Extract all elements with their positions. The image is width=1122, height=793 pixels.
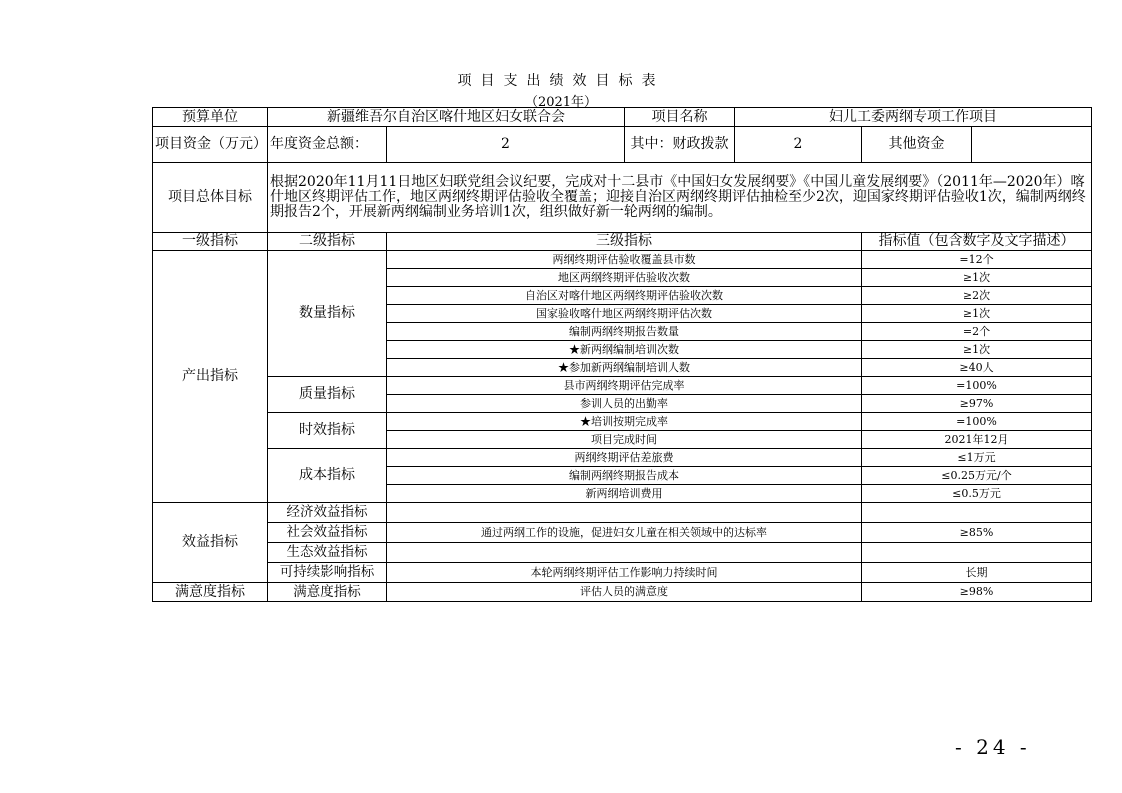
indicator-value: ≥85%	[862, 523, 1092, 543]
indicator-value: ≥40人	[862, 359, 1092, 377]
indicator-value: ≥1次	[862, 305, 1092, 323]
timeliness-label: 时效指标	[268, 413, 387, 449]
project-name-value: 妇儿工委两纲专项工作项目	[735, 108, 1092, 127]
indicator-name: 评估人员的满意度	[387, 583, 862, 602]
col-level2: 二级指标	[268, 233, 387, 251]
col-level3: 三级指标	[387, 233, 862, 251]
col-value: 指标值（包含数字及文字描述）	[862, 233, 1092, 251]
indicator-value: =12个	[862, 251, 1092, 269]
other-funds-label: 其他资金	[862, 127, 972, 163]
satisfaction-label: 满意度指标	[153, 583, 268, 602]
benefit-label: 效益指标	[153, 503, 268, 583]
indicator-value: ≤0.25万元/个	[862, 467, 1092, 485]
budget-unit-value: 新疆维吾尔自治区喀什地区妇女联合会	[268, 108, 625, 127]
output-label: 产出指标	[153, 251, 268, 503]
indicator-name: 新两纲培训费用	[387, 485, 862, 503]
col-level1: 一级指标	[153, 233, 268, 251]
level2-label: 经济效益指标	[268, 503, 387, 523]
indicator-value: ≥1次	[862, 269, 1092, 287]
quality-label: 质量指标	[268, 377, 387, 413]
indicator-value: =100%	[862, 413, 1092, 431]
indicator-value: ≥1次	[862, 341, 1092, 359]
year-subtitle: （2021年）	[524, 95, 598, 110]
page-title: 项目支出绩效目标表	[457, 73, 665, 89]
indicator-name: 县市两纲终期评估完成率	[387, 377, 862, 395]
funds-label: 项目资金（万元）	[153, 127, 268, 163]
indicator-value: =100%	[862, 377, 1092, 395]
indicator-name: 通过两纲工作的设施，促进妇女儿童在相关领域中的达标率	[387, 523, 862, 543]
cost-label: 成本指标	[268, 449, 387, 503]
indicator-value: ≥2次	[862, 287, 1092, 305]
indicator-value: 长期	[862, 563, 1092, 583]
indicator-value: =2个	[862, 323, 1092, 341]
budget-unit-label: 预算单位	[153, 108, 268, 127]
level2-label: 满意度指标	[268, 583, 387, 602]
annual-total-label: 年度资金总额：	[268, 127, 387, 163]
level2-label: 可持续影响指标	[268, 563, 387, 583]
level2-label: 生态效益指标	[268, 543, 387, 563]
indicator-name: ★参加新两纲编制培训人数	[387, 359, 862, 377]
indicator-value: ≥98%	[862, 583, 1092, 602]
indicator-name: 国家验收喀什地区两纲终期评估次数	[387, 305, 862, 323]
fiscal-value: 2	[735, 127, 862, 163]
indicator-value: ≤0.5万元	[862, 485, 1092, 503]
indicator-value: 2021年12月	[862, 431, 1092, 449]
indicator-value: ≤1万元	[862, 449, 1092, 467]
indicator-name: 两纲终期评估验收覆盖县市数	[387, 251, 862, 269]
level2-label: 社会效益指标	[268, 523, 387, 543]
indicator-name: ★培训按期完成率	[387, 413, 862, 431]
page-number: - 24 -	[955, 735, 1031, 759]
goal-label: 项目总体目标	[153, 163, 268, 233]
other-funds-value	[972, 127, 1092, 163]
indicator-name: 编制两纲终期报告数量	[387, 323, 862, 341]
fiscal-label: 其中：财政拨款	[625, 127, 735, 163]
indicator-name	[387, 503, 862, 523]
indicator-name: 编制两纲终期报告成本	[387, 467, 862, 485]
indicator-name: 参训人员的出勤率	[387, 395, 862, 413]
indicator-name: 两纲终期评估差旅费	[387, 449, 862, 467]
annual-total-value: 2	[387, 127, 625, 163]
indicator-name	[387, 543, 862, 563]
indicator-value: ≥97%	[862, 395, 1092, 413]
indicator-name: 自治区对喀什地区两纲终期评估验收次数	[387, 287, 862, 305]
goal-text: 根据2020年11月11日地区妇联党组会议纪要，完成对十二县市《中国妇女发展纲要》《中国儿童发展纲要》（2011年—2020年）喀什地区终期评估工作，地区两纲终期评估验收全覆盖；迎接自治区两纲终期评估抽检至少2次，迎国家终期评估验收1次，编制两纲终期报告2个，开展新两纲编制业务培训1次，组织做好新一轮两纲的编制。	[268, 163, 1092, 233]
indicator-name: 本轮两纲终期评估工作影响力持续时间	[387, 563, 862, 583]
indicator-value	[862, 503, 1092, 523]
indicator-name: 地区两纲终期评估验收次数	[387, 269, 862, 287]
indicator-name: ★新两纲编制培训次数	[387, 341, 862, 359]
performance-table	[152, 107, 1092, 602]
quantity-label: 数量指标	[268, 251, 387, 377]
indicator-value	[862, 543, 1092, 563]
project-name-label: 项目名称	[625, 108, 735, 127]
indicator-name: 项目完成时间	[387, 431, 862, 449]
